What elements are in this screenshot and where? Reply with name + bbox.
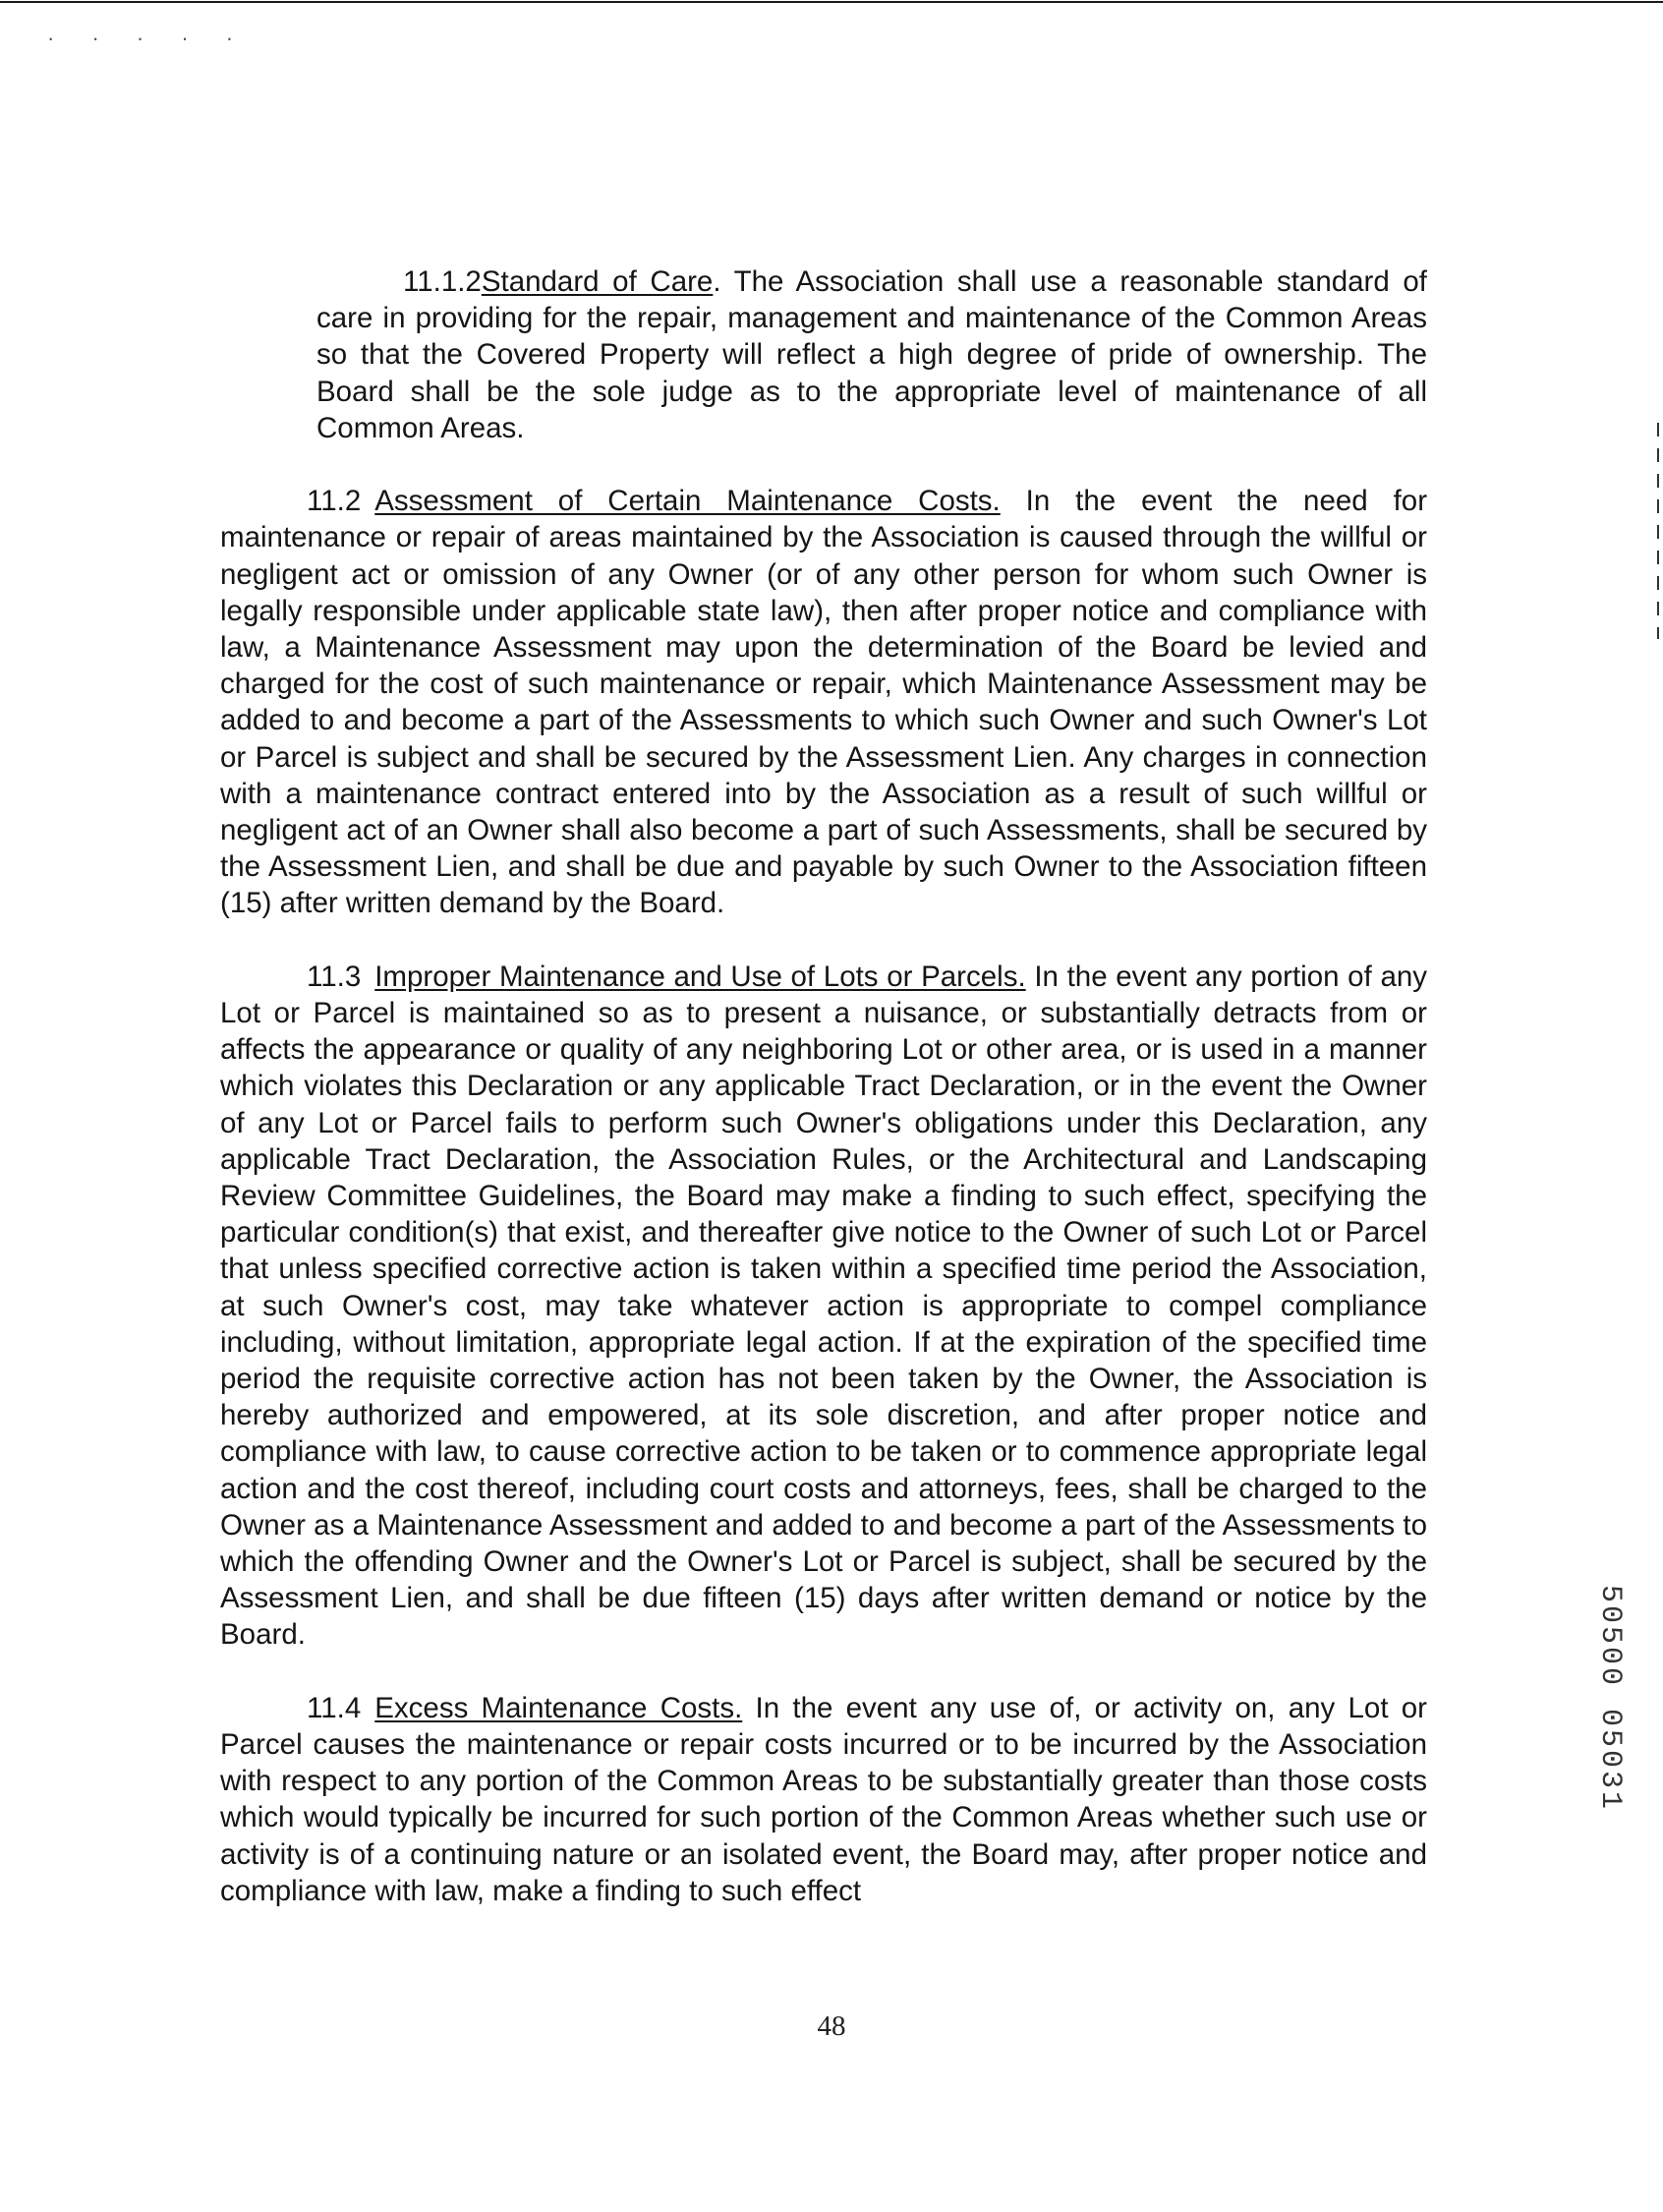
section-body: In the event the need for maintenance or repair of areas maintained by the Association is caused through the willful or negligent act or omission of any Owner (or of any other person for whom such Owner is legally responsible under applicable state law), then after proper notice and compliance with law, a Maintenance Assessment may upon the determination of the Board be levied and charged for the cost of such maintenance or repair, which Maintenance Assessment may be added to and become a part of the Assessments to which such Owner and such Owner's Lot or Parcel is subject and shall be secured by the Assessment Lien. Any charges in connection with a maintenance contract entered into by the Association as a result of such willful or negligent act of an Owner shall also become a part of such Assessments, shall be secured by the Assessment Lien, and shall be due and payable by such Owner to the Association fifteen (15) after written demand by the Board. xyxy=(220,485,1428,920)
margin-document-id: 50500 05031 xyxy=(1593,1585,1627,1813)
heading-punctuation: . xyxy=(713,265,721,298)
section-heading: Improper Maintenance and Use of Lots or Parcels. xyxy=(374,960,1026,993)
section-number: 11.4 xyxy=(307,1691,362,1724)
scan-margin-ticks xyxy=(1657,423,1659,639)
page-number: 48 xyxy=(817,2010,846,2042)
section-number: 11.1.2 xyxy=(403,265,482,298)
section-heading: Excess Maintenance Costs. xyxy=(374,1691,743,1724)
section-body: In the event any portion of any Lot or Parcel is maintained so as to present a nuisance, or substantially detracts from or affects the appearance or quality of any neighboring Lot or other area, or is used in a manner which violates this Declaration or any applicable Tract Declaration, or in the event the Owner of any Lot or Parcel fails to perform such Owner's obligations under this Declaration, any applicable Tract Declaration, the Association Rules, or the Architectural and Landscaping Review Committee Guidelines, the Board may make a finding to such effect, specifying the particular condition(s) that exist, and thereafter give notice to the Owner of such Lot or Parcel that unless specified corrective action is taken within a specified time period the Association, at such Owner's cost, may take whatever action is appropriate to compel compliance including, without limitation, appropriate legal action. If at the expiration of the specified time period the requisite corrective action has not been taken by the Owner, the Association is hereby authorized and empowered, at its sole discretion, and after proper notice and compliance with law, to cause corrective action to be taken or to commence appropriate legal action and the cost thereof, including court costs and attorneys, fees, shall be charged to the Owner as a Maintenance Assessment and added to and become a part of the Assessments to which the offending Owner and the Owner's Lot or Parcel is subject, shall be secured by the Assessment Lien, and shall be due fifteen (15) days after written demand or notice by the Board. xyxy=(220,960,1428,1652)
section-heading: Standard of Care xyxy=(481,265,714,298)
section-11-1-2 xyxy=(316,263,1427,446)
section-body: In the event any use of, or activity on, any Lot or Parcel causes the maintenance or repair costs incurred or to be incurred by the Association with respect to any portion of the Common Areas to be substantially greater than those costs which would typically be incurred for such portion of the Common Areas whether such use or activity is of a continuing nature or an isolated event, the Board may, after proper notice and compliance with law, make a finding to such effect xyxy=(220,1691,1427,1907)
section-number: 11.2 xyxy=(307,485,362,518)
scan-top-rule xyxy=(0,1,1663,3)
section-11-2 xyxy=(220,483,1427,921)
scan-artifact-dots: · · · · · xyxy=(47,26,250,50)
section-body: The Association shall use a reasonable standard of care in providing for the repair, management and maintenance of the Common Areas so that the Covered Property will reflect a high degree of pride of ownership. The Board shall be the sole judge as to the appropriate level of maintenance of all Common Areas. xyxy=(316,265,1427,444)
section-11-4 xyxy=(220,1690,1427,1909)
section-number: 11.3 xyxy=(307,960,362,993)
section-heading: Assessment of Certain Maintenance Costs. xyxy=(374,485,1001,518)
section-11-3 xyxy=(220,959,1427,1654)
document-body xyxy=(220,263,1427,1946)
